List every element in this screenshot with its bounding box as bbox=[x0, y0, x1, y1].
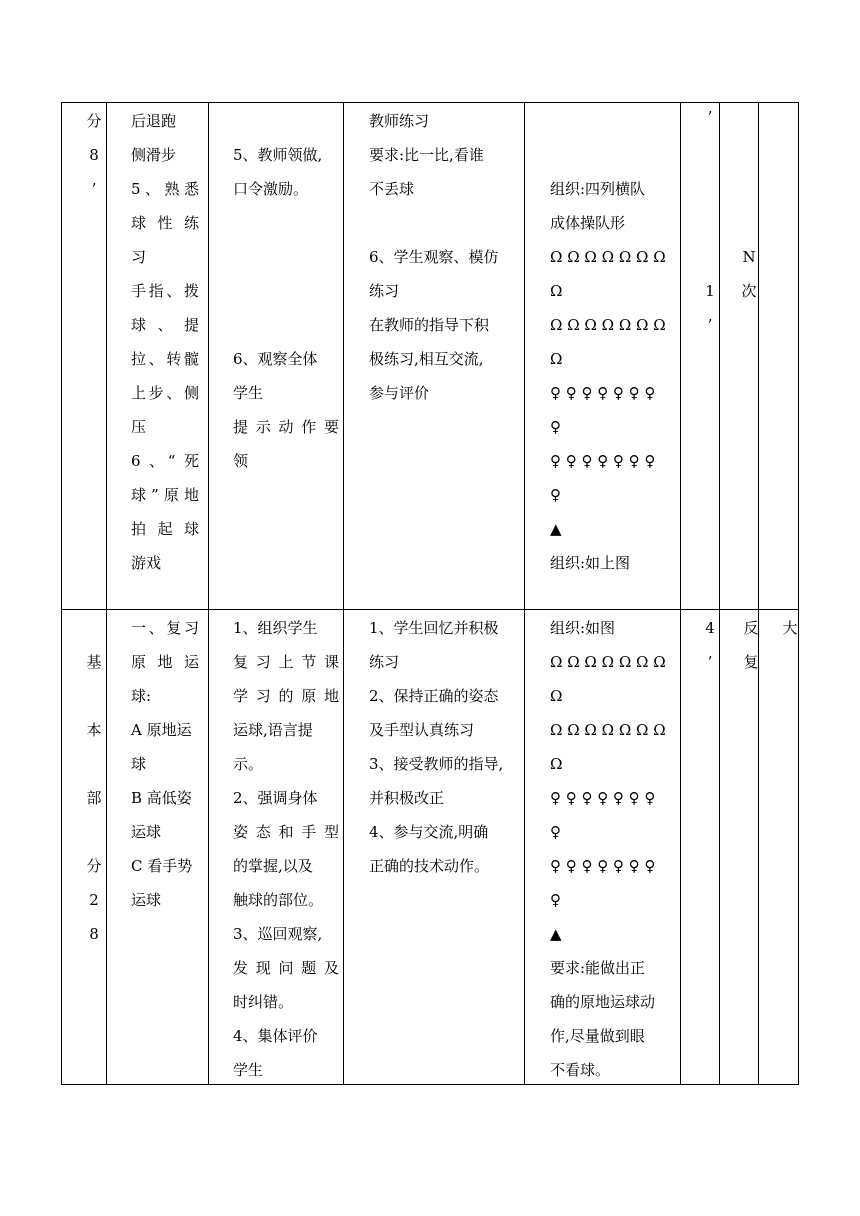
org-line: 要求:能做出正 bbox=[550, 959, 646, 977]
part-char: 分 bbox=[86, 857, 102, 875]
student-line: 练习 bbox=[369, 282, 400, 300]
student-line: 在教师的指导下积 bbox=[369, 316, 490, 334]
student-line: 参与评价 bbox=[369, 384, 430, 402]
org-line: 组织:如图 bbox=[550, 619, 616, 637]
row1-student-cell-a bbox=[369, 104, 521, 206]
time-mark: ’ bbox=[707, 108, 713, 126]
content-line: 习 bbox=[131, 248, 147, 266]
content-line: 游戏 bbox=[131, 554, 162, 572]
content-line: 运球 bbox=[131, 823, 162, 841]
teacher-line: 学 习 的 原 地 bbox=[233, 687, 339, 705]
row2-content-cell bbox=[131, 611, 199, 917]
row1-part-cell bbox=[80, 104, 108, 206]
content-line: 球: bbox=[131, 687, 152, 705]
content-line: 5、熟悉 bbox=[131, 180, 199, 198]
time-mark: ’ bbox=[707, 316, 713, 334]
student-line: 6、学生观察、模仿 bbox=[369, 248, 499, 266]
formation-row: Ω bbox=[550, 687, 563, 705]
teacher-line: 复 习 上 节 课 bbox=[233, 653, 339, 671]
row1-count-cell bbox=[740, 240, 758, 308]
teacher-line: 触球的部位。 bbox=[233, 891, 324, 909]
content-line: 球”原地 bbox=[131, 486, 199, 504]
student-line: 教师练习 bbox=[369, 112, 430, 130]
part-char: 基 bbox=[86, 653, 102, 671]
formation-row: Ω bbox=[550, 350, 563, 368]
formation-row: ♀ ♀ ♀ ♀ ♀ ♀ ♀ bbox=[550, 857, 656, 875]
col-border bbox=[343, 102, 344, 1085]
row2-part-cell bbox=[80, 645, 108, 951]
student-line: 极练习,相互交流, bbox=[369, 350, 484, 368]
formation-row: Ω Ω Ω Ω Ω Ω Ω bbox=[550, 653, 666, 671]
row1-student-cell-b bbox=[369, 240, 521, 410]
teacher-line: 5、教师领做, bbox=[233, 146, 323, 164]
content-line: 压 bbox=[131, 418, 147, 436]
content-line: A 原地运 bbox=[131, 721, 192, 739]
teacher-line: 姿 态 和 手 型 bbox=[233, 823, 339, 841]
teacher-line: 提 示 动 作 要 bbox=[233, 418, 339, 436]
formation-row: ♀ bbox=[550, 486, 561, 504]
row1-teacher-cell-b bbox=[233, 342, 339, 478]
col-border bbox=[758, 102, 759, 1085]
teacher-line: 4、集体评价 bbox=[233, 1027, 318, 1045]
content-line: 运球 bbox=[131, 891, 162, 909]
content-line: 6 、“ 死 bbox=[131, 452, 199, 470]
formation-row: ♀ bbox=[550, 418, 561, 436]
content-line: 侧滑步 bbox=[131, 146, 177, 164]
row2-intensity-cell bbox=[780, 611, 800, 645]
count-line: 次 bbox=[741, 282, 757, 300]
student-line: 及手型认真练习 bbox=[369, 721, 475, 739]
content-line: 球 性 练 bbox=[131, 214, 199, 232]
teacher-line: 口令激励。 bbox=[233, 180, 309, 198]
content-line: 手指、拨 bbox=[131, 282, 199, 300]
row1-teacher-cell-a bbox=[233, 138, 339, 206]
col-border bbox=[798, 102, 799, 1085]
org-line: 成体操队形 bbox=[550, 214, 626, 232]
content-line: 球 bbox=[131, 755, 147, 773]
teacher-line: 领 bbox=[233, 452, 249, 470]
org-line: 作,尽量做到眼 bbox=[550, 1027, 645, 1045]
formation-row: Ω bbox=[550, 282, 563, 300]
org-line: 确的原地运球动 bbox=[550, 993, 656, 1011]
teacher-line: 1、组织学生 bbox=[233, 619, 318, 637]
formation-row: Ω Ω Ω Ω Ω Ω Ω bbox=[550, 248, 666, 266]
row2-time-cell bbox=[700, 611, 720, 679]
content-line: 后退跑 bbox=[131, 112, 177, 130]
time-value: 4 bbox=[705, 619, 715, 637]
formation-row: ♀ ♀ ♀ ♀ ♀ ♀ ♀ bbox=[550, 789, 656, 807]
col-border bbox=[524, 102, 525, 1085]
org-line: 不看球。 bbox=[550, 1061, 611, 1079]
teacher-line: 6、观察全体 bbox=[233, 350, 318, 368]
teacher-position-icon: ▲ bbox=[550, 520, 562, 538]
student-line: 不丢球 bbox=[369, 180, 415, 198]
teacher-line: 3、巡回观察, bbox=[233, 925, 323, 943]
content-line: 拉、转髋 bbox=[131, 350, 199, 368]
part-char: 8 bbox=[89, 146, 99, 164]
part-char: 部 bbox=[86, 789, 102, 807]
formation-row: ♀ ♀ ♀ ♀ ♀ ♀ ♀ bbox=[550, 384, 656, 402]
col-border bbox=[208, 102, 209, 1085]
student-line: 练习 bbox=[369, 653, 400, 671]
formation-row: ♀ bbox=[550, 823, 561, 841]
col-border bbox=[61, 102, 62, 1085]
teacher-line: 的掌握,以及 bbox=[233, 857, 313, 875]
teacher-line: 学生 bbox=[233, 1061, 264, 1079]
row2-count-cell bbox=[742, 611, 760, 679]
intensity-value: 大 bbox=[782, 619, 798, 637]
row2-student-cell bbox=[369, 611, 521, 883]
formation-row: Ω Ω Ω Ω Ω Ω Ω bbox=[550, 316, 666, 334]
student-line: 要求:比一比,看谁 bbox=[369, 146, 484, 164]
teacher-line: 2、强调身体 bbox=[233, 789, 318, 807]
part-char: 8 bbox=[89, 925, 99, 943]
row1-time-cell bbox=[700, 274, 720, 342]
formation-row: ♀ ♀ ♀ ♀ ♀ ♀ ♀ bbox=[550, 452, 656, 470]
teacher-line: 学生 bbox=[233, 384, 264, 402]
time-mark: ’ bbox=[707, 653, 713, 671]
part-char: 2 bbox=[89, 891, 99, 909]
org-line: 组织:四列横队 bbox=[550, 180, 646, 198]
content-line: 一、复习 bbox=[131, 619, 199, 637]
teacher-line: 时纠错。 bbox=[233, 993, 294, 1011]
row1-time-top bbox=[700, 100, 720, 134]
formation-row: Ω bbox=[550, 755, 563, 773]
table-bottom-border bbox=[61, 1084, 799, 1085]
student-line: 1、学生回忆并积极 bbox=[369, 619, 499, 637]
student-line: 2、保持正确的姿态 bbox=[369, 687, 499, 705]
content-line: B 高低姿 bbox=[131, 789, 192, 807]
row-divider bbox=[61, 609, 799, 610]
part-char: 本 bbox=[86, 721, 102, 739]
content-line: 拍 起 球 bbox=[131, 520, 199, 538]
teacher-position-icon: ▲ bbox=[550, 925, 562, 943]
count-line: N bbox=[742, 248, 756, 266]
content-line: 球 、 提 bbox=[131, 316, 199, 334]
teacher-line: 发 现 问 题 及 bbox=[233, 959, 339, 977]
row2-organization-cell bbox=[550, 611, 676, 1087]
row2-teacher-cell bbox=[233, 611, 339, 1087]
count-line: 反 bbox=[743, 619, 759, 637]
teacher-line: 示。 bbox=[233, 755, 264, 773]
row1-organization-cell bbox=[550, 172, 676, 580]
row1-content-cell bbox=[131, 104, 199, 580]
org-line: 组织:如上图 bbox=[550, 554, 631, 572]
student-line: 正确的技术动作。 bbox=[369, 857, 490, 875]
col-border bbox=[680, 102, 681, 1085]
time-value: 1 bbox=[705, 282, 715, 300]
teacher-line: 运球,语言提 bbox=[233, 721, 313, 739]
formation-row: ♀ bbox=[550, 891, 561, 909]
content-line: 上步、侧 bbox=[131, 384, 199, 402]
part-char: 分 bbox=[86, 112, 102, 130]
col-border bbox=[719, 102, 720, 1085]
part-char: ’ bbox=[91, 180, 97, 198]
table-top-border bbox=[61, 102, 799, 103]
student-line: 3、接受教师的指导, bbox=[369, 755, 504, 773]
student-line: 并积极改正 bbox=[369, 789, 445, 807]
content-line: 原 地 运 bbox=[131, 653, 199, 671]
content-line: C 看手势 bbox=[131, 857, 193, 875]
formation-row: Ω Ω Ω Ω Ω Ω Ω bbox=[550, 721, 666, 739]
count-line: 复 bbox=[743, 653, 759, 671]
student-line: 4、参与交流,明确 bbox=[369, 823, 489, 841]
